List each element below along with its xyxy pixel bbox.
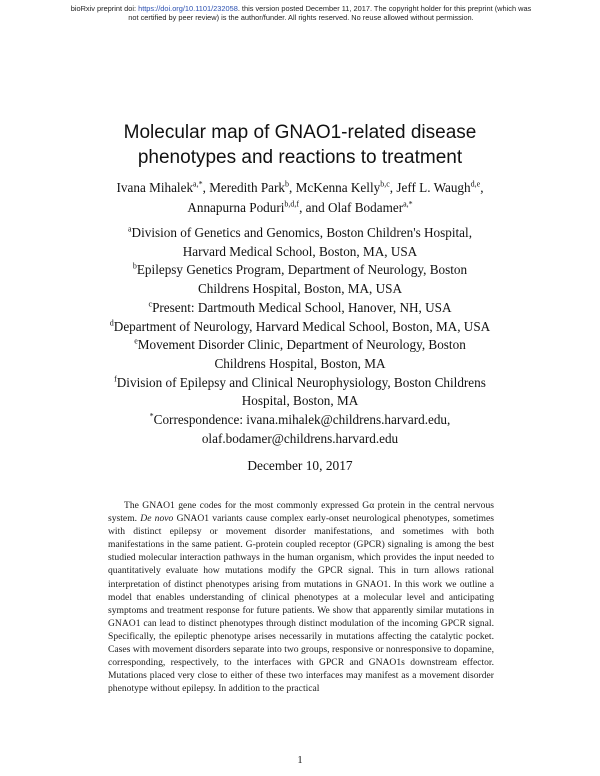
author-name: Jeff L. Waugh bbox=[396, 180, 471, 195]
correspondence: *Correspondence: ivana.mihalek@childrens.harvard.edu, bbox=[149, 411, 451, 428]
preprint-line-1 bbox=[28, 4, 574, 13]
affiliation-f: $^f$Division of Epilepsy and Clinical Neurophysiology, Boston Childrens bbox=[114, 374, 486, 390]
correspondence-cont: olaf.bodamer@childrens.harvard.edu bbox=[201, 430, 399, 446]
abstract bbox=[108, 499, 494, 695]
author-name: Annapurna Poduri bbox=[187, 200, 285, 215]
abstract-text-2: GNAO1 variants cause complex early-onset neurological phenotypes, sometimes with distinct epilepsy or movement disorder manifestations, and sometimes with both manifestations in the same patient. G-protein coupled receptor (GPCR) signaling is among the best studied molecular interaction pathways in the human organism, which provides the input needed to quantitatively evaluate how mutations modify the GPCR signal. This in turn allows rational interpretation of distinct phenotypes arising from mutations in GNAO1. In this work we outline a model that enables understanding of clinical phenotypes at a molecular level and anticipating symptoms and treatment response for future patients. We show that apparently similar mutations in GNAO1 can lead to distinct phenotypes through distinct modulation of the incoming GPCR signal. Specifically, the epileptic phenotype arises necessarily in mutations affecting the catalytic pocket. Cases with movement disorders separate into two groups, responsive or nonresponsive to dopamine, corresponding, respectively, to the interfaces with GPCR and GNAO1s downstream effector. Mutations placed very close to either of these two interfaces may manifest as a movement disorder phenotype without epilepsy. In addition to the practical bbox=[108, 513, 495, 695]
affiliation-f-cont: Hospital, Boston, MA bbox=[241, 393, 359, 409]
paper-title bbox=[60, 120, 540, 170]
title-line-1: Molecular map of GNAO1-related disease bbox=[123, 122, 477, 143]
preprint-prefix: bioRxiv preprint doi: bbox=[70, 4, 139, 13]
author-name: Ivana Mihalek bbox=[116, 180, 194, 195]
author-affil-sup: b,d,f bbox=[284, 199, 300, 209]
paper-date: December 10, 2017 bbox=[247, 458, 353, 473]
author-affil-sup: b,c bbox=[380, 179, 390, 189]
affiliation-c: $^c$Present: Dartmouth Medical School, Hanover, NH, USA bbox=[148, 299, 452, 315]
author-affil-sup: a,* bbox=[403, 199, 413, 209]
title-line-2: phenotypes and reactions to treatment bbox=[137, 147, 463, 168]
preprint-line1-rest: . this version posted December 11, 2017. The copyright holder for this preprint (which was bbox=[237, 4, 532, 13]
author-line-1: Ivana Mihalek$^{a,*}$, Meredith Park$^b$, McKenna Kelly$^{b,c}$, Jeff L. Waugh$^{d,e}$, bbox=[116, 179, 484, 195]
affiliation-e: $^e$Movement Disorder Clinic, Department of Neurology, Boston bbox=[134, 336, 466, 353]
abstract-text-1: The GNAO1 gene codes for the most commonly expressed Gα protein in the central nervous system. bbox=[108, 500, 494, 525]
affiliation-list bbox=[70, 224, 530, 448]
author-affil-sup: d,e bbox=[470, 179, 481, 189]
page-number: 1 bbox=[297, 755, 303, 766]
doi-link[interactable]: https://doi.org/10.1101/232058 bbox=[138, 4, 238, 13]
author-name: Meredith Park bbox=[209, 180, 286, 195]
affiliation-d: $^d$Department of Neurology, Harvard Medical School, Boston, MA, USA bbox=[109, 318, 491, 334]
preprint-line-2: not certified by peer review) is the author/funder. All rights reserved. No reuse allowed without permission. bbox=[128, 13, 474, 22]
author-line-2: Annapurna Poduri$^{b,d,f}$, and Olaf Bodamer$^{a,*}$ bbox=[187, 199, 413, 215]
author-list bbox=[70, 178, 530, 218]
affiliation-b: $^b$Epilepsy Genetics Program, Department of Neurology, Boston bbox=[132, 262, 468, 278]
preprint-notice bbox=[28, 4, 574, 22]
affiliation-a-cont: Harvard Medical School, Boston, MA, USA bbox=[182, 243, 418, 259]
author-affil-sup: b bbox=[285, 179, 290, 189]
affiliation-b-cont: Childrens Hospital, Boston, MA, USA bbox=[197, 281, 403, 297]
author-affil-sup: a,* bbox=[193, 179, 203, 189]
affiliation-a: $^a$Division of Genetics and Genomics, Boston Children's Hospital, bbox=[127, 224, 473, 240]
abstract-italic: De novo bbox=[140, 513, 174, 525]
affiliation-e-cont: Childrens Hospital, Boston, MA bbox=[214, 355, 386, 371]
author-name: Olaf Bodamer bbox=[328, 200, 404, 215]
author-name: McKenna Kelly bbox=[295, 180, 381, 195]
